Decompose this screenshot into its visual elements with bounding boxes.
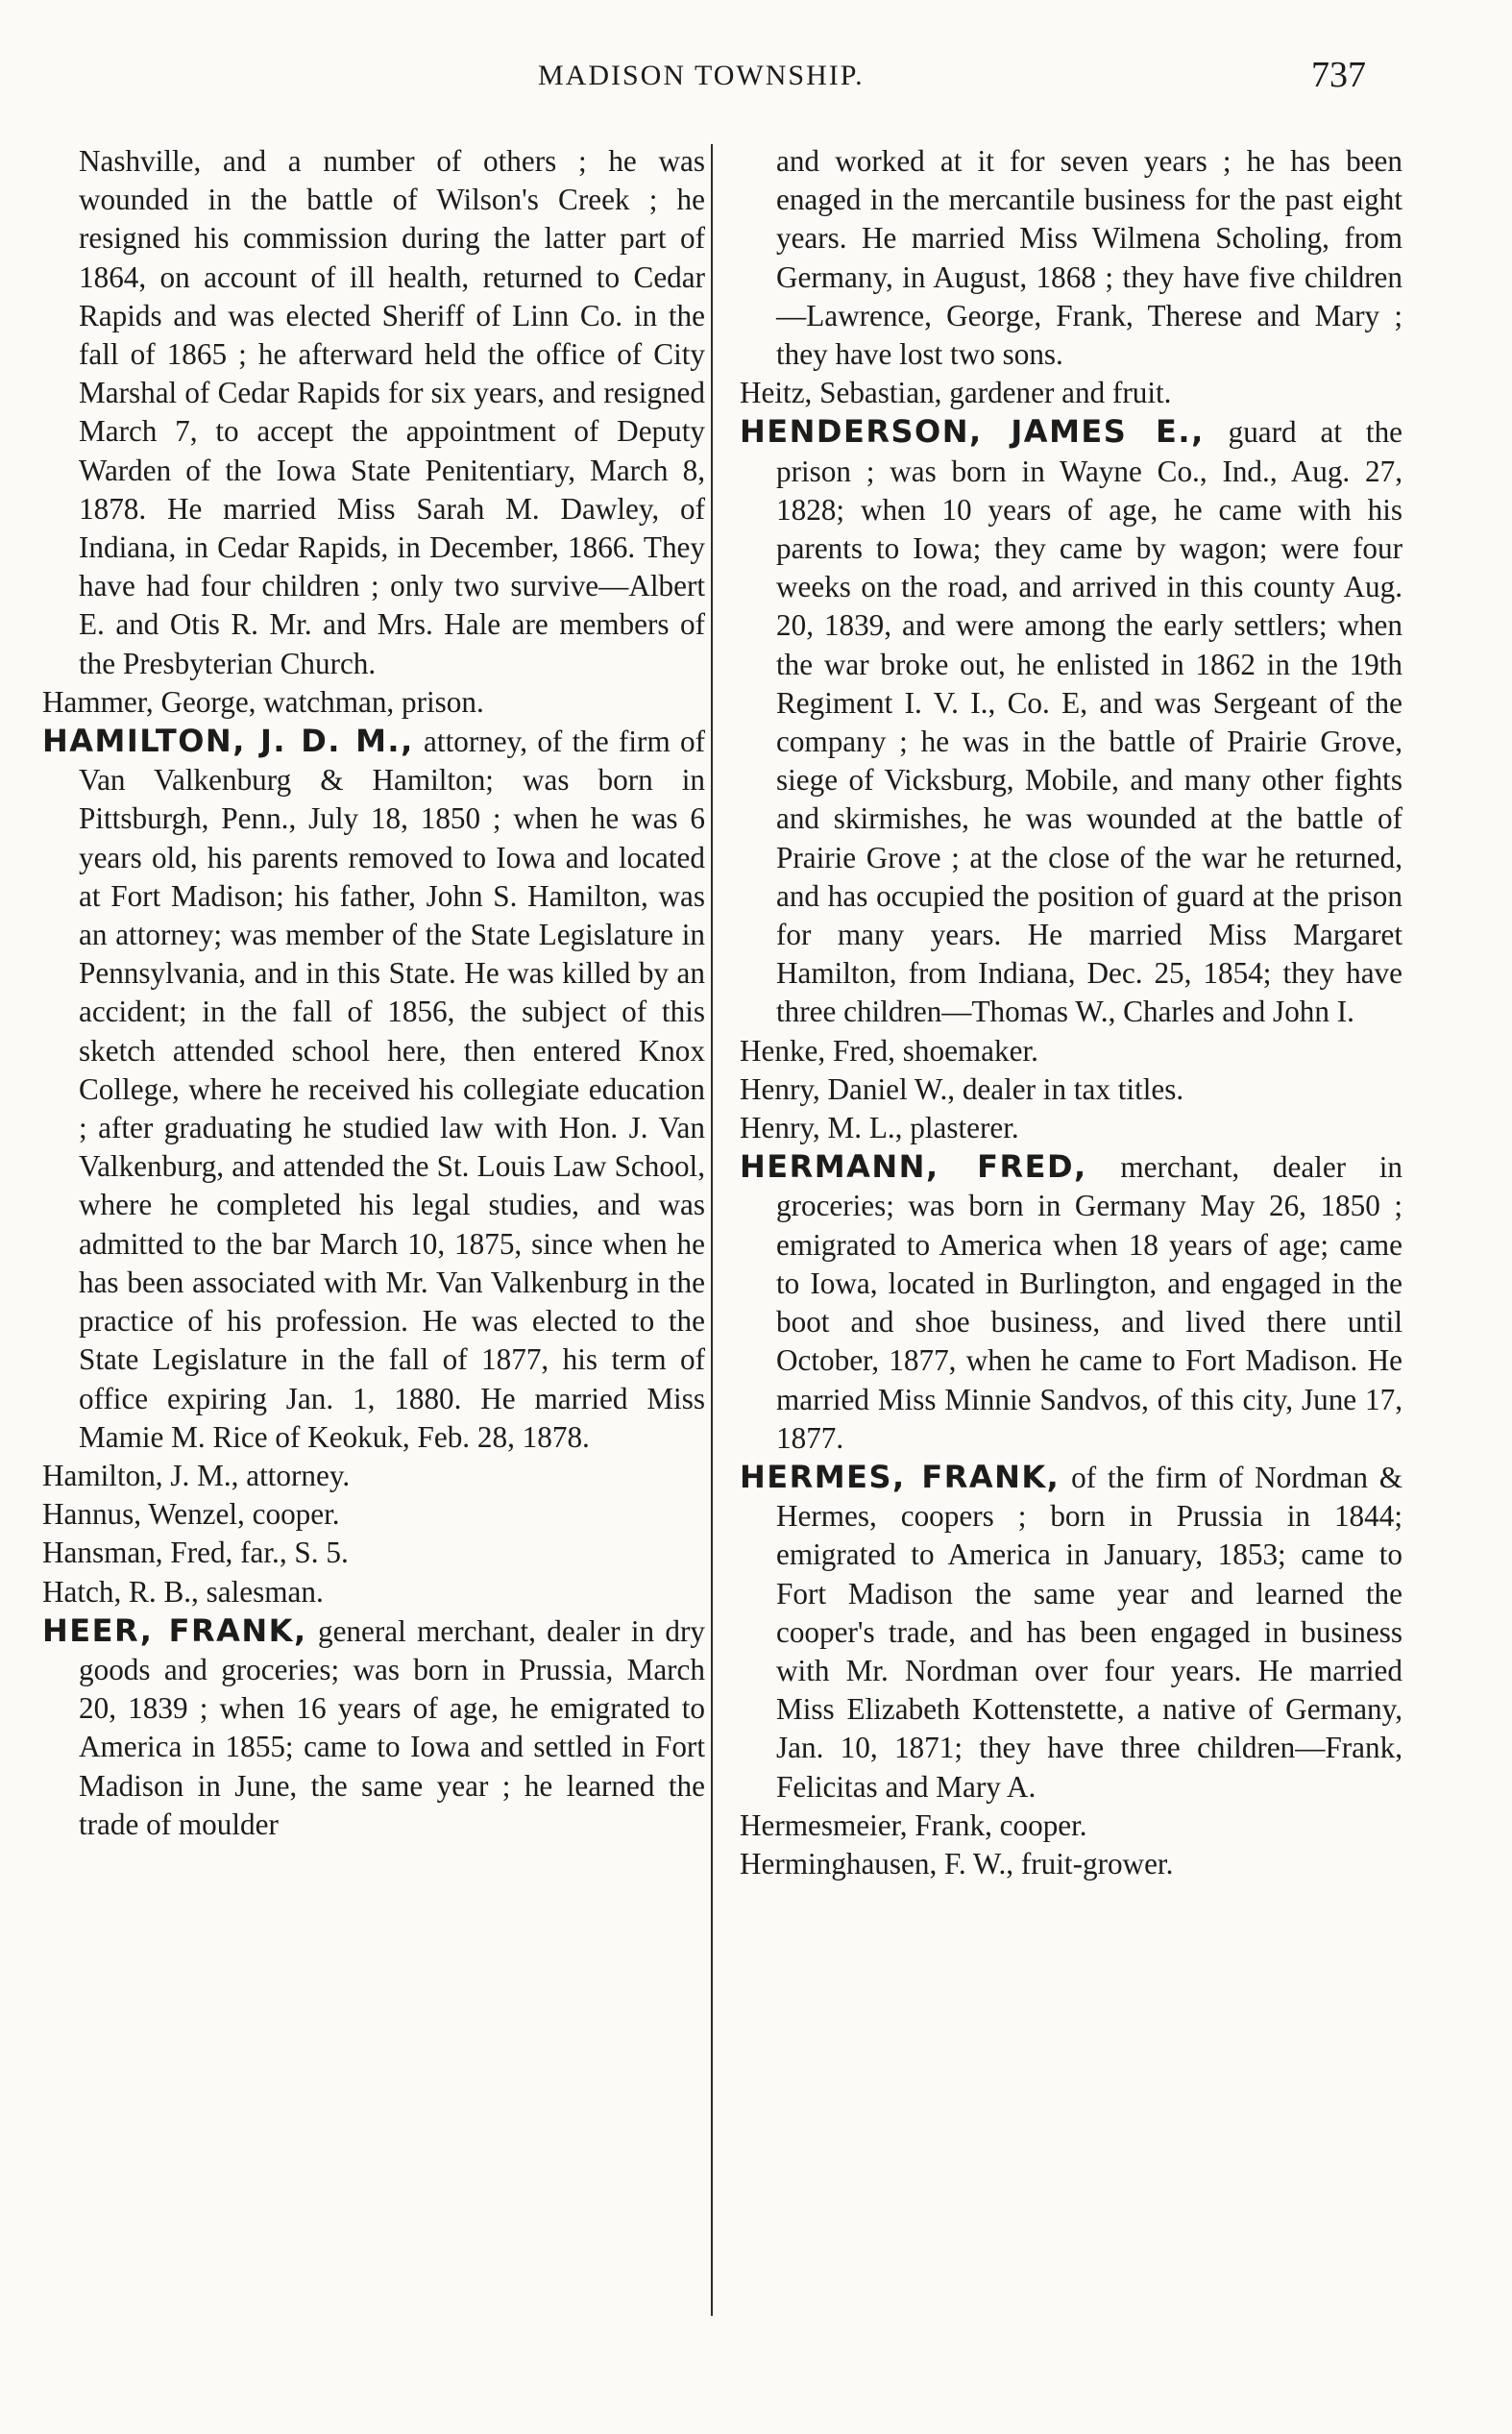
entry bbox=[42, 1457, 705, 1495]
entry-name: HERMANN, FRED, bbox=[740, 1148, 1087, 1186]
column-divider bbox=[711, 144, 713, 2316]
entry-text: Hansman, Fred, far., S. 5. bbox=[42, 1536, 349, 1570]
entry-text: Hammer, George, watchman, prison. bbox=[42, 684, 484, 719]
entry bbox=[740, 1807, 1402, 1845]
entry-text: Nashville, and a number of others ; he was wounded in the battle of Wilson's Creek ; he resigned his commission during the latter part of 1864, on account of ill health, returned to Cedar Rapids and was elected Sheriff of Linn Co. in the fall of 1865 ; he afterward held the office of City Marshal of Cedar Rapids for six years, and resigned March 7, to accept the appointment of Deputy Warden of the Iowa State Penitentiary, March 8, 1878. He married Miss Sarah M. Dawley, of Indiana, in Cedar Rapids, in December, 1866. They have had four children ; only two survive—Albert E. and Otis R. Mr. and Mrs. Hale are members of the Presbyterian Church. bbox=[79, 144, 705, 680]
entry-text: Henry, Daniel W., dealer in tax titles. bbox=[740, 1071, 1184, 1106]
entry bbox=[740, 1032, 1402, 1070]
entry-text: Heitz, Sebastian, gardener and fruit. bbox=[740, 376, 1172, 410]
entry bbox=[42, 1611, 705, 1844]
entry-text: Henke, Fred, shoemaker. bbox=[740, 1033, 1038, 1068]
entry bbox=[740, 1109, 1402, 1147]
entry-text: Hatch, R. B., salesman. bbox=[42, 1574, 324, 1609]
entry bbox=[740, 1147, 1402, 1458]
entry bbox=[740, 1845, 1402, 1883]
entry-text: Henry, M. L., plasterer. bbox=[740, 1111, 1019, 1145]
entry-continued bbox=[740, 142, 1402, 374]
entry-name: HEER, FRANK, bbox=[42, 1611, 307, 1649]
entry-text: of the firm of Nordman & Hermes, coopers ; born in Prussia in 1844; emigrated to America in January, 1853; came to Fort Madison the same year and learned the cooper's trade, and has been engaged in business with Mr. Nordman over four years. He married Miss Elizabeth Kottenstette, a native of Germany, Jan. 10, 1871; they have three children—Frank, Felicitas and Mary A. bbox=[776, 1460, 1402, 1804]
entry bbox=[740, 412, 1402, 1031]
entry-name: HERMES, FRANK, bbox=[740, 1458, 1061, 1495]
entry bbox=[42, 683, 705, 722]
entry-text: merchant, dealer in groceries; was born in Germany May 26, 1850 ; emigrated to America when 18 years of age; came to Iowa, located in Burlington, and engaged in the boot and shoe business, and lived there until October, 1877, when he came to Fort Madison. He married Miss Minnie Sandvos, of this city, June 17, 1877. bbox=[776, 1150, 1402, 1455]
entry bbox=[740, 1458, 1402, 1807]
entry bbox=[42, 1534, 705, 1572]
entry-continued bbox=[42, 142, 705, 683]
left-column bbox=[42, 142, 705, 1844]
entry bbox=[740, 374, 1402, 412]
running-title: MADISON TOWNSHIP. bbox=[538, 60, 865, 91]
entry bbox=[42, 722, 705, 1457]
entry-text: general merchant, dealer in dry goods and groceries; was born in Prussia, March 20, 1839 ; when 16 years of age, he emigrated to America in 1855; came to Iowa and settled in Fort Madison in June, the same year ; he learned the trade of moulder bbox=[79, 1613, 706, 1841]
entry-text: Herminghausen, F. W., fruit-grower. bbox=[740, 1846, 1174, 1881]
entry bbox=[740, 1070, 1402, 1109]
entry-text: Hannus, Wenzel, cooper. bbox=[42, 1497, 340, 1532]
page-header bbox=[0, 54, 1512, 102]
entry-name: HAMILTON, J. D. M., bbox=[42, 723, 414, 760]
entry-text: attorney, of the firm of Van Valkenburg & Hamilton; was born in Pittsburgh, Penn., July 18, 1850 ; when he was 6 years old, his parents removed to Iowa and located at Fort Madison; his father, John S. Hamilton, was an attorney; was member of the State Legislature in Pennsylvania, and in this State. He was killed by an accident; in the fall of 1856, the subject of this sketch attended school here, then entered Knox College, where he received his collegiate education ; after graduating he studied law with Hon. J. Van Valkenburg, and attended the St. Louis Law School, where he completed his legal studies, and was admitted to the bar March 10, 1875, since when he has been associated with Mr. Van Valkenburg in the practice of his profession. He was elected to the State Legislature in the fall of 1877, his term of office expiring Jan. 1, 1880. He married Miss Mamie M. Rice of Keokuk, Feb. 28, 1878. bbox=[79, 725, 705, 1454]
entry-text: guard at the prison ; was born in Wayne Co., Ind., Aug. 27, 1828; when 10 years of age, he came with his parents to Iowa; they came by wagon; were four weeks on the road, and arrived in this county Aug. 20, 1839, and were among the early settlers; when the war broke out, he enlisted in 1862 in the 19th Regiment I. V. I., Co. E, and was Sergeant of the company ; he was in the battle of Prairie Grove, siege of Vicksburg, Mobile, and many other fights and skirmishes, he was wounded at the battle of Prairie Grove ; at the close of the war he returned, and has occupied the position of guard at the prison for many years. He married Miss Margaret Hamilton, from Indiana, Dec. 25, 1854; they have three children—Thomas W., Charles and John I. bbox=[776, 415, 1403, 1029]
entry-text: Hamilton, J. M., attorney. bbox=[42, 1458, 351, 1492]
entry-text: Hermesmeier, Frank, cooper. bbox=[740, 1807, 1087, 1842]
right-column bbox=[740, 142, 1402, 1883]
entry-name: HENDERSON, JAMES E., bbox=[740, 413, 1205, 451]
entry bbox=[42, 1573, 705, 1611]
entry-text: and worked at it for seven years ; he has been enaged in the mercantile business for the past eight years. He married Miss Wilmena Scholing, from Germany, in August, 1868 ; they have five children—Lawrence, George, Frank, Therese and Mary ; they have lost two sons. bbox=[776, 144, 1402, 372]
entry bbox=[42, 1495, 705, 1534]
page-number: 737 bbox=[1311, 55, 1366, 95]
